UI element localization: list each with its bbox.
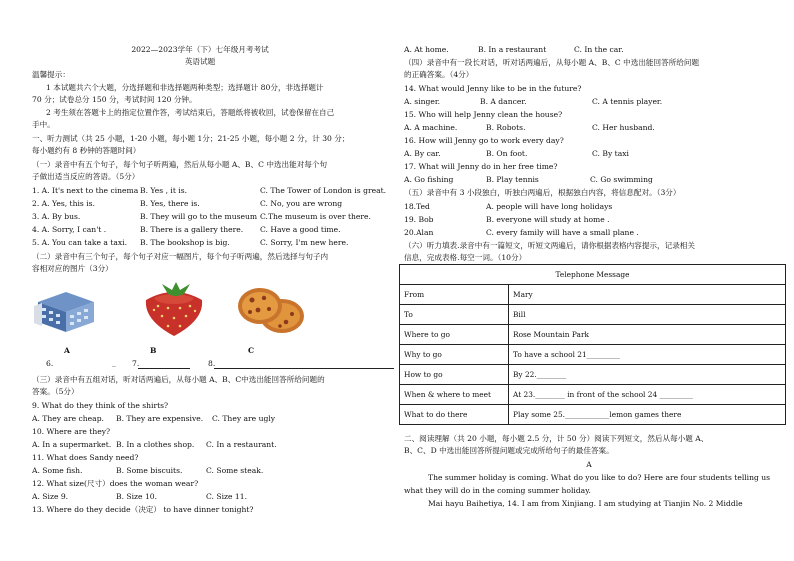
section-heading: 信息，完成表格.每空一词。（10分） [404, 253, 527, 262]
blank-line [138, 368, 190, 369]
option-b: B. Play tennis [486, 175, 539, 184]
question-text: 12. What size(尺寸）does the woman wear? [32, 479, 199, 488]
option-b: B. In a clothes shop. [116, 440, 195, 449]
option-b: B. Size 10. [116, 492, 158, 501]
option-c: C. Sorry, I'm new here. [260, 238, 349, 247]
question-text: 11. What does Sandy need? [32, 453, 139, 462]
option-a: A. At home. [404, 45, 449, 54]
option-c: C. The Tower of London is great. [260, 186, 387, 195]
notice-line: 1 本试题共六个大题，分选择题和非选择题两种类型；选择题计 80分，非选择题计 [46, 83, 324, 92]
section-heading: 答案。（5分） [32, 387, 79, 396]
option-c: C. In a restaurant. [206, 440, 277, 449]
table-row [400, 405, 786, 425]
option-b: B. On foot. [486, 149, 528, 158]
option-a: A. singer. [404, 97, 441, 106]
match-person: 20.Alan [404, 228, 434, 237]
row-label: Where to go [400, 325, 509, 345]
table-row [400, 385, 786, 405]
row-label: What to do there [400, 405, 509, 425]
passage-line: The summer holiday is coming. What do you like to do? Here are four students telling us [428, 473, 771, 482]
answer-blank: 7. [132, 359, 140, 368]
option-b: B. Yes , it is. [140, 186, 188, 195]
question-text: 13. Where do they decide（决定） to have dinner tonight? [32, 505, 254, 514]
section-heading: 容相对应的图片（3分） [32, 264, 113, 273]
table-row [400, 365, 786, 385]
section-heading: （六）听力填表.录音中有一篇短文，听短文两遍后，请你根据表格内容提示，记录相关 [404, 241, 695, 250]
option-b: B. They will go to the museum [140, 212, 258, 221]
option-c: C. Have a good time. [260, 225, 341, 234]
telephone-message-table [399, 264, 786, 425]
row-value: Rose Mountain Park [509, 325, 786, 345]
passage-label: A [586, 460, 592, 469]
option-c: C. By taxi [592, 149, 629, 158]
question-text: 15. Who will help Jenny clean the house? [404, 110, 563, 119]
row-value: To have a school 21_________ [509, 345, 786, 365]
option-c: C. A tennis player. [592, 97, 663, 106]
row-label: To [400, 305, 509, 325]
row-label: From [400, 285, 509, 305]
match-option: A. people will have long holidays [486, 202, 613, 211]
match-option: C. every family will have a small plane . [486, 228, 639, 237]
option-b: B. The bookshop is big. [140, 238, 230, 247]
passage-line: Mai hayu Baihetiya, 14. I am from Xinjiang. I am studying at Tianjin No. 2 Middle [428, 499, 743, 508]
question-text: 9. What do they think of the shirts? [32, 401, 169, 410]
option-a: 4. A. Sorry, I can't . [32, 225, 107, 234]
answer-blank: 8. [208, 359, 216, 368]
picture-label-b: B [150, 346, 157, 355]
row-value: Mary [509, 285, 786, 305]
row-label: Why to go [400, 345, 509, 365]
option-c: C.The museum is over there. [260, 212, 371, 221]
page-subtitle: 英语试题 [184, 57, 216, 66]
row-value: At 23.________ in front of the school 24 _________ [509, 385, 786, 405]
option-a: 1. A. It's next to the cinema [32, 186, 139, 195]
question-text: 14. What would Jenny like to be in the future? [404, 84, 582, 93]
match-option: B. everyone will study at home . [486, 215, 610, 224]
section-heading: 的正确答案。（4分） [404, 70, 474, 79]
building-picture [32, 288, 104, 334]
option-b: B. There is a gallery there. [140, 225, 244, 234]
question-text: 17. What will Jenny do in her free time? [404, 162, 558, 171]
option-a: A. A machine. [404, 123, 458, 132]
notice-line: 手中。 [32, 120, 55, 129]
option-a: 2. A. Yes, this is. [32, 199, 95, 208]
option-c: C. In the car. [574, 45, 624, 54]
option-a: A. In a supermarket. [32, 440, 112, 449]
notice-line: 70 分；试卷总分 150 分，考试时间 120 分钟。 [32, 95, 197, 104]
option-c: C. They are ugly [212, 414, 276, 423]
answer-blank: 6. [46, 359, 54, 368]
option-c: C. Some steak. [206, 466, 264, 475]
option-a: A. Some fish. [32, 466, 83, 475]
option-a: 3. A. By bus. [32, 212, 81, 221]
section-heading: （二）录音中有三个句子，每个句子对应一幅图片，每个句子听两遍，然后选择与句子内 [32, 252, 329, 261]
option-b: B. They are expensive. [116, 414, 204, 423]
section-heading: （五）录音中有 3 小段独白，听独白两遍后，根据独白内容，将信息配对。（3分） [404, 188, 681, 197]
match-person: 18.Ted [404, 202, 430, 211]
option-b: B. Yes, there is. [140, 199, 200, 208]
table-row [400, 305, 786, 325]
section-heading: 子做出适当反应的答语。（5分） [32, 172, 140, 181]
option-c: C. Go swimming [590, 175, 653, 184]
table-title: Telephone Message [400, 265, 786, 285]
option-c: C. No, you are wrong [260, 199, 343, 208]
row-value: Bill [509, 305, 786, 325]
section-heading: （三）录音中有五组对话，听对话两遍后，从每小题 A、B、C中选出能回答所给问题的 [32, 375, 325, 384]
option-a: A. Size 9. [32, 492, 69, 501]
option-b: B. A dancer. [480, 97, 527, 106]
part-heading: B、C、D 中选出能回答所提问题或完成所给句子的最佳答案。 [404, 446, 614, 455]
notice-heading: 温馨提示： [32, 70, 70, 79]
question-text: 10. Where are they? [32, 427, 111, 436]
table-row [400, 285, 786, 305]
option-c: C. Her husband. [592, 123, 655, 132]
row-value: By 22.________ [509, 365, 786, 385]
answer-blank: _ [112, 358, 116, 367]
notice-line: 2 考生须在答题卡上的指定位置作答，考试结束后，答题纸将被收回，试卷保留在自己 [46, 108, 335, 117]
row-label: How to go [400, 365, 509, 385]
option-a: 5. A. You can take a taxi. [32, 238, 128, 247]
strawberry-picture [138, 280, 210, 338]
part-heading: 一、听力测试（共 25 小题，1-20 小题，每小题 1分；21-25 小题，每小题 2 分，计 30 分； [32, 134, 350, 143]
table-title-row [400, 265, 786, 285]
picture-label-c: C [248, 346, 255, 355]
option-a: A. They are cheap. [32, 414, 104, 423]
match-person: 19. Bob [404, 215, 434, 224]
table-row [400, 325, 786, 345]
blank-line [214, 368, 394, 369]
row-label: When & where to meet [400, 385, 509, 405]
section-heading: （四）录音中有一段长对话，听对话两遍后，从每小题 A、B、C 中选出能回答所给问题 [404, 58, 700, 67]
option-b: B. Some biscuits. [116, 466, 183, 475]
option-a: A. By car. [404, 149, 441, 158]
question-text: 16. How will Jenny go to work every day? [404, 136, 564, 145]
row-value: Play some 25.____________lemon games there [509, 405, 786, 425]
passage-line: what they will do in the coming summer holiday. [404, 486, 591, 495]
cookies-picture [232, 284, 308, 336]
option-b: B. Robots. [486, 123, 526, 132]
table-row [400, 345, 786, 365]
option-c: C. Size 11. [206, 492, 247, 501]
page-title: 2022—2023学年（下）七年级月考考试 [131, 45, 269, 54]
part-heading: 二、阅读理解（共 20 小题，每小题 2.5 分，计 50 分）阅读下列短文，然后从每小题 A、 [404, 434, 709, 443]
part-heading: 每小题约有 8 秒钟的答题时间） [32, 146, 141, 155]
picture-label-a: A [64, 346, 70, 355]
section-heading: （一）录音中有五个句子，每个句子听两遍，然后从每小题 A、B、C 中选出能对每个句 [32, 160, 328, 169]
option-a: A. Go fishing [404, 175, 454, 184]
option-b: B. In a restaurant [478, 45, 547, 54]
